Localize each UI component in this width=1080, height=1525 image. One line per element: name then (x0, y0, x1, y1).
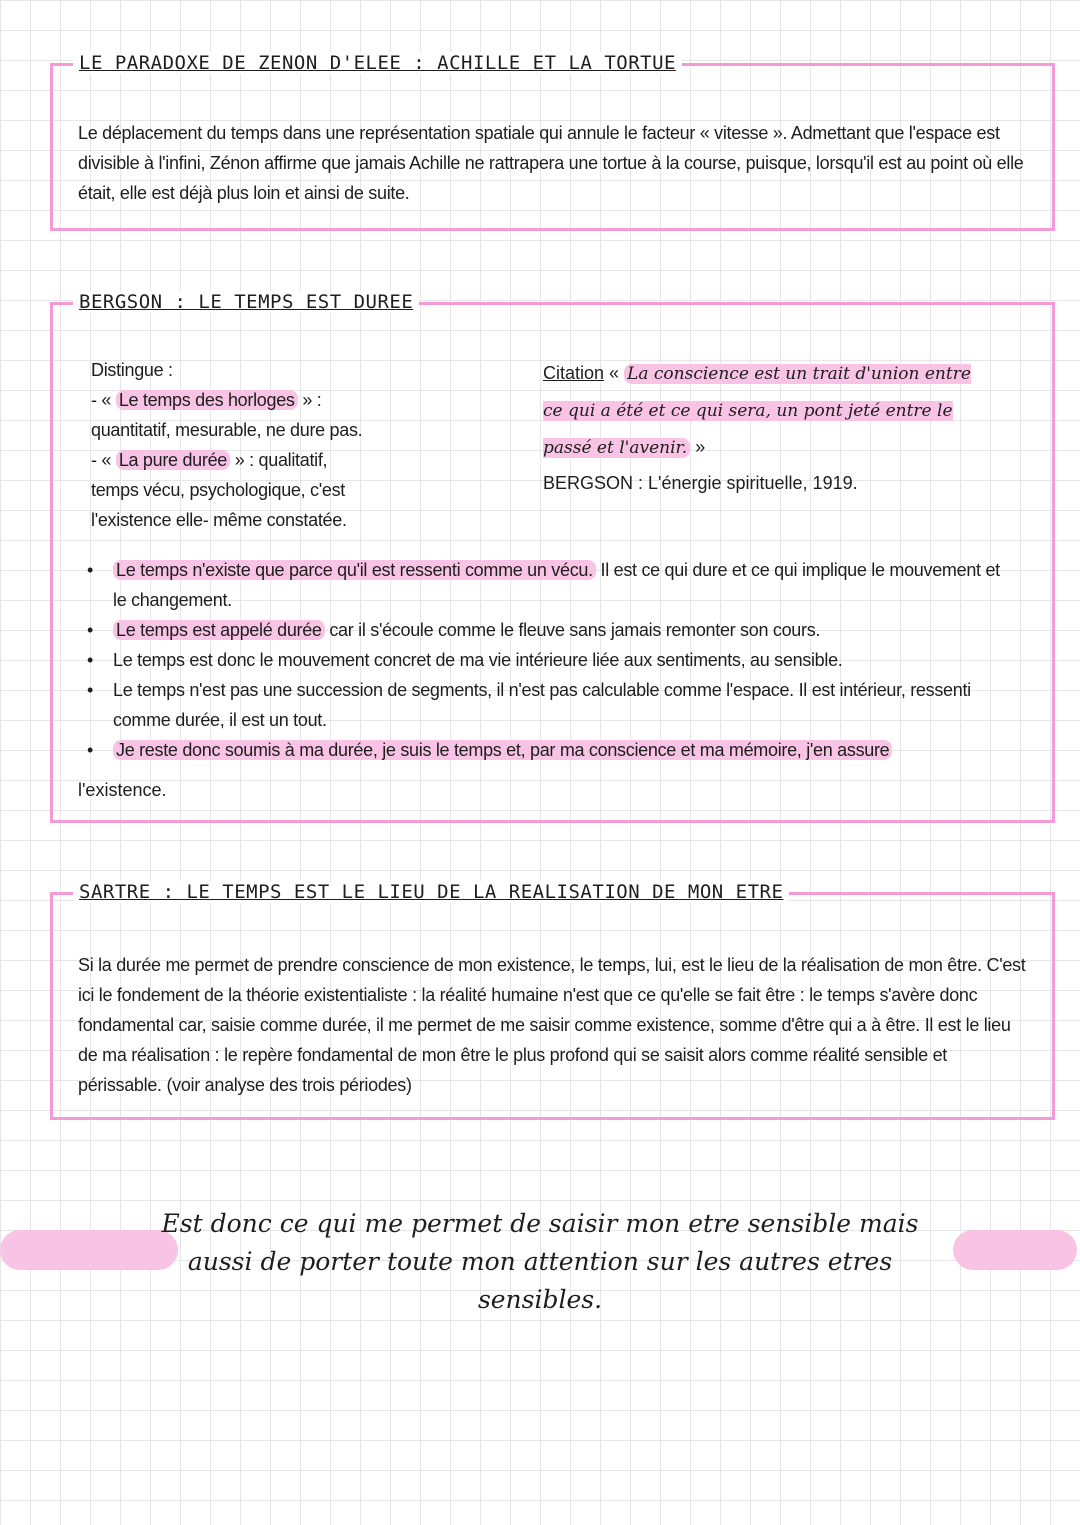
quote-mark: - « (91, 390, 112, 410)
distinction-item-duree (91, 445, 362, 475)
distingue-label: Distingue : (91, 360, 173, 380)
bullet-tail: l'existence. (78, 780, 167, 800)
list-item (85, 615, 1012, 645)
bullet-highlight: Le temps est appelé durée (113, 620, 325, 640)
quote-mark: - « (91, 450, 112, 470)
term-horloges: Le temps des horloges (116, 390, 298, 410)
sartre-section (50, 881, 1055, 1120)
sartre-text: Si la durée me permet de prendre conscience de mon existence, le temps, lui, est le lieu de la réalisation de mon être. C'est ici le fondement de la théorie existentialiste : la réalité humaine n'est que ce qu'elle se fait être : le temps s'avère donc fondamental car, saisie comme durée, il me permet de me saisir comme existence, somme d'être qui a à être. Il est le lieu de ma réalisation : le repère fondamental de mon être le plus profond qui se saisit alors comme réalité sensible et périssable. (voir analyse des trois périodes) (78, 955, 1026, 1095)
zenon-text: Le déplacement du temps dans une représentation spatiale qui annule le facteur « vitesse ». Admettant que l'espace est divisible à l'infini, Zénon affirme que jamais Achille ne rattrapera une tortue à la course, puisque, lorsqu'il est au point où elle était, elle est déjà plus loin et ainsi de suite. (78, 123, 1024, 203)
citation-text: La conscience est un trait d'union entre ce qui a été et ce qui sera, un pont jeté entre le passé et l'avenir. (543, 364, 971, 458)
bergson-bullets (85, 555, 1012, 765)
list-item (85, 735, 1012, 765)
distinction-column (91, 355, 362, 535)
quote-mark: » : (302, 390, 322, 410)
citation-label: Citation (543, 363, 605, 383)
bergson-title: BERGSON : LE TEMPS EST DUREE (73, 291, 419, 313)
zenon-title: LE PARADOXE DE ZENON D'ELEE : ACHILLE ET LA TORTUE (73, 52, 682, 74)
duree-description-1: temps vécu, psychologique, c'est (91, 480, 345, 500)
quote-mark: » : qualitatif, (234, 450, 328, 470)
horloges-description: quantitatif, mesurable, ne dure pas. (91, 420, 363, 440)
zenon-section (50, 52, 1055, 231)
distinction-item-horloges (91, 385, 362, 415)
bullet-text: Il est ce qui dure et ce qui implique le mouvement et le changement. (113, 560, 1000, 610)
list-item: • Le temps n'est pas une succession de segments, il n'est pas calculable comme l'espace. Il est intérieur, ressenti comme durée, il est un tout. (85, 675, 1012, 735)
quote-close: » (695, 437, 706, 457)
bergson-citation (543, 355, 993, 498)
list-item (85, 555, 1012, 615)
bullet-text: car il s'écoule comme le fleuve sans jamais remonter son cours. (324, 620, 821, 640)
bullet-highlight: Je reste donc soumis à ma durée, je suis le temps et, par ma conscience et ma mémoire, j'en assure (113, 740, 892, 760)
duree-description-2: l'existence elle- même constatée. (91, 510, 347, 530)
term-pure-duree: La pure durée (116, 450, 230, 470)
sartre-title: SARTRE : LE TEMPS EST LE LIEU DE LA REALISATION DE MON ETRE (73, 881, 789, 903)
bullet-highlight: Le temps n'existe que parce qu'il est ressenti comme un vécu. (113, 560, 596, 580)
decorative-pill-left (0, 1230, 178, 1270)
list-item: • Le temps est donc le mouvement concret de ma vie intérieure liée aux sentiments, au sensible. (85, 645, 1012, 675)
citation-source: BERGSON : L'énergie spirituelle, 1919. (543, 473, 858, 493)
bergson-section (50, 291, 1055, 823)
quote-open: « (609, 363, 620, 383)
conclusion-text: Est donc ce qui me permet de saisir mon etre sensible mais aussi de porter toute mon attention sur les autres etres sensibles. (161, 1209, 919, 1314)
decorative-pill-right (953, 1230, 1077, 1270)
